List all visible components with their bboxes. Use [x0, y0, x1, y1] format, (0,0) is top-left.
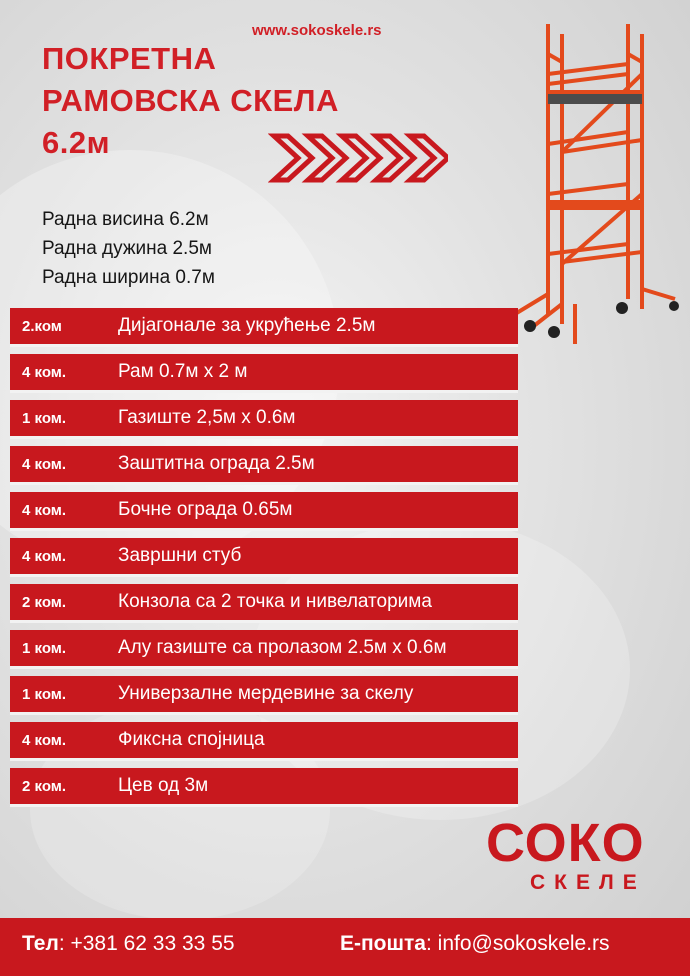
title-line: РАМОВСКА СКЕЛА — [42, 83, 339, 118]
item-name: Цев од 3м — [118, 775, 209, 796]
item-name: Газиште 2,5м x 0.6м — [118, 407, 296, 428]
list-item — [10, 538, 518, 574]
list-item — [10, 722, 518, 758]
list-item — [10, 630, 518, 666]
logo-wordmark: СОКО — [486, 813, 645, 873]
list-item — [10, 400, 518, 436]
contact-footer — [0, 918, 690, 976]
email-label: Е-пошта — [340, 932, 426, 955]
specs-list — [42, 205, 215, 292]
email-contact[interactable] — [340, 932, 610, 956]
item-quantity: 4 ком. — [22, 731, 67, 749]
list-item — [10, 492, 518, 528]
item-quantity: 2 ком. — [22, 777, 67, 795]
item-quantity: 4 ком. — [22, 501, 67, 519]
item-name: Заштитна ограда 2.5м — [118, 453, 315, 474]
list-item — [10, 446, 518, 482]
list-item — [10, 676, 518, 712]
item-name: Универзалне мердевине за скелу — [118, 683, 414, 704]
website-url[interactable]: www.sokoskele.rs — [252, 22, 382, 39]
logo-subtitle: СКЕЛЕ — [530, 871, 646, 894]
item-quantity: 1 ком. — [22, 409, 67, 427]
item-name: Алу газиште са пролазом 2.5м x 0.6м — [118, 637, 447, 658]
list-item — [10, 308, 518, 344]
item-quantity: 4 ком. — [22, 547, 67, 565]
item-name: Завршни стуб — [118, 545, 242, 566]
item-quantity: 4 ком. — [22, 455, 67, 473]
item-name: Конзола са 2 точка и нивелаторима — [118, 591, 432, 612]
spec-item: Радна ширина 0.7м — [42, 267, 215, 288]
item-quantity: 1 ком. — [22, 639, 67, 657]
spec-item: Радна висина 6.2м — [42, 209, 209, 230]
chevron-arrows-icon — [268, 130, 448, 186]
scaffold-illustration — [510, 14, 680, 359]
list-item — [10, 768, 518, 804]
item-name: Дијагонале за укрућење 2.5м — [118, 315, 376, 336]
spec-item: Радна дужина 2.5м — [42, 238, 212, 259]
phone-number: : +381 62 33 33 55 — [58, 932, 235, 955]
item-quantity: 2 ком. — [22, 593, 67, 611]
item-quantity: 4 ком. — [22, 363, 67, 381]
list-item — [10, 584, 518, 620]
item-name: Фиксна спојница — [118, 729, 265, 750]
item-quantity: 2.ком — [22, 317, 62, 335]
phone-label: Тел — [22, 932, 59, 955]
email-address: : info@sokoskele.rs — [425, 932, 610, 955]
title-line: 6.2м — [42, 125, 111, 160]
item-name: Бочне ограда 0.65м — [118, 499, 293, 520]
item-name: Рам 0.7м x 2 м — [118, 361, 248, 382]
phone-contact[interactable] — [22, 932, 235, 956]
items-list — [10, 308, 518, 814]
list-item — [10, 354, 518, 390]
item-quantity: 1 ком. — [22, 685, 67, 703]
brand-logo — [486, 815, 670, 895]
title-line: ПОКРЕТНА — [42, 41, 217, 76]
